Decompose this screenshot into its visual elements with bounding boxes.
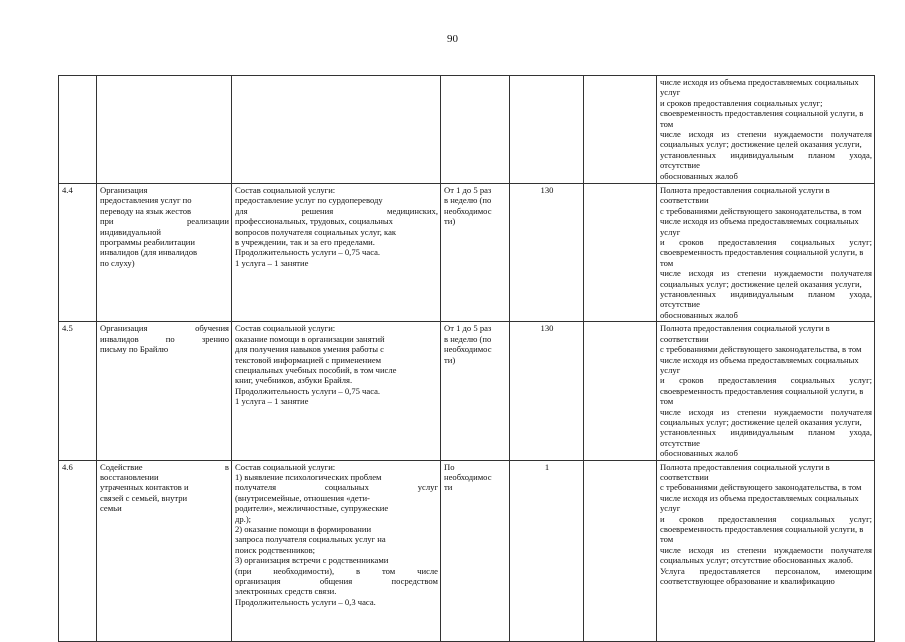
desc-line: профессиональных, трудовых, социальных xyxy=(235,216,393,227)
freq-line: в неделю (по xyxy=(444,195,492,206)
name-line: индивидуальной xyxy=(100,226,161,237)
freq-line: в неделю (по xyxy=(444,333,492,344)
desc-line: вопросов получателя социальных услуг, как xyxy=(235,226,397,237)
criteria-line: числе исходя из степени нуждаемости получателя xyxy=(660,268,872,279)
page-number: 90 xyxy=(447,33,458,45)
criteria-line: числе исходя из степени нуждаемости получателя xyxy=(660,544,872,555)
criteria-line: с требованиями действующего законодательства, в том xyxy=(660,205,862,216)
table-row xyxy=(59,184,875,322)
desc-line: родители», межличностные, супружеские xyxy=(235,503,389,514)
empty-cell xyxy=(584,322,657,460)
criteria-line: социальных услуг; достижение целей оказания услуги, xyxy=(660,139,862,150)
name-line: семьи xyxy=(100,503,122,514)
quality-criteria-cell xyxy=(657,322,875,460)
name-line: по слуху) xyxy=(100,257,135,268)
service-description-cell xyxy=(232,460,441,641)
desc-line: 1) выявление психологических проблем xyxy=(235,471,382,482)
service-name-cell xyxy=(97,76,232,184)
criteria-line: обоснованных жалоб xyxy=(660,170,738,181)
row-number-text: 4.4 xyxy=(62,185,73,195)
freq-line: От 1 до 5 раз xyxy=(444,185,492,195)
name-line: Организация обучения xyxy=(100,323,229,334)
desc-line: 1 услуга – 1 занятие xyxy=(235,257,309,268)
empty-cell xyxy=(584,460,657,641)
criteria-line: своевременность предоставления социальной услуги, в том xyxy=(660,108,864,129)
name-line: инвалидов по зрению xyxy=(100,333,229,344)
desc-line: Продолжительность услуги – 0,75 часа. xyxy=(235,247,381,258)
desc-line: электронных средств связи. xyxy=(235,586,337,597)
desc-line: для получения навыков умения работы с xyxy=(235,344,384,355)
criteria-line: числе исходя из степени нуждаемости получателя xyxy=(660,129,872,140)
criteria-line: и сроков предоставления социальных услуг; xyxy=(660,237,872,248)
frequency-cell xyxy=(441,76,510,184)
empty-cell xyxy=(584,184,657,322)
frequency-cell xyxy=(441,184,510,322)
row-number xyxy=(59,322,97,460)
desc-line: организация общения посредством xyxy=(235,576,438,587)
desc-line: оказание помощи в организации занятий xyxy=(235,333,385,344)
desc-line: 3) организация встречи с родственниками xyxy=(235,555,389,566)
criteria-line: установленных индивидуальным планом ухода, отсутствие xyxy=(660,427,872,448)
criteria-line: социальных услуг; отсутствие обоснованных жалоб. xyxy=(660,555,854,566)
desc-line: поиск родственников; xyxy=(235,544,316,555)
frequency-cell xyxy=(441,460,510,641)
row-number xyxy=(59,460,97,641)
criteria-line: Полнота предоставления социальной услуги в соответствии xyxy=(660,185,830,206)
quality-criteria-cell xyxy=(657,76,875,184)
criteria-line: числе исходя из степени нуждаемости получателя xyxy=(660,406,872,417)
desc-line: книг, учебников, азбуки Брайля. xyxy=(235,375,353,386)
name-line: Организация xyxy=(100,185,148,195)
name-line: переводу на язык жестов xyxy=(100,205,192,216)
criteria-line: Полнота предоставления социальной услуги в соответствии xyxy=(660,461,830,482)
row-number-text: 4.6 xyxy=(62,461,73,472)
table-row xyxy=(59,322,875,460)
desc-line: (при необходимости), в том числе xyxy=(235,565,438,576)
name-line: программы реабилитации xyxy=(100,237,195,248)
criteria-line: числе исходя из объема предоставляемых социальных услуг xyxy=(660,354,859,375)
desc-line: Состав социальной услуги: xyxy=(235,185,336,195)
name-line: Содействие в xyxy=(100,461,229,472)
desc-line: в учреждении, так и за его пределами. xyxy=(235,237,375,248)
freq-line: необходимос xyxy=(444,344,492,355)
service-name-cell xyxy=(97,184,232,322)
freq-line: необходимос xyxy=(444,471,492,482)
criteria-line: Полнота предоставления социальной услуги в соответствии xyxy=(660,323,830,344)
criteria-line: числе исходя из объема предоставляемых социальных услуг xyxy=(660,492,859,514)
name-line: связей с семьей, внутри xyxy=(100,492,188,503)
criteria-line: и сроков предоставления социальных услуг; xyxy=(660,97,823,108)
criteria-line: своевременность предоставления социальной услуги, в том xyxy=(660,385,864,407)
price-cell xyxy=(510,76,584,184)
price-text: 130 xyxy=(540,323,554,334)
freq-line: От 1 до 5 раз xyxy=(444,323,492,334)
criteria-line: соответствующее образование и квалификацию xyxy=(660,576,835,587)
criteria-line: установленных индивидуальным планом ухода, отсутствие xyxy=(660,289,872,310)
service-name-cell xyxy=(97,322,232,460)
freq-line: ти xyxy=(444,482,453,493)
desc-line: для решения медицинских, xyxy=(235,205,438,216)
service-description-cell xyxy=(232,184,441,322)
criteria-line: социальных услуг; достижение целей оказания услуги, xyxy=(660,416,862,427)
service-description-cell xyxy=(232,322,441,460)
criteria-line: социальных услуг; достижение целей оказания услуги, xyxy=(660,278,862,289)
desc-line: Продолжительность услуги – 0,3 часа. xyxy=(235,596,376,607)
name-line: письму по Брайлю xyxy=(100,344,169,355)
name-line: при реализации xyxy=(100,216,229,227)
criteria-line: и сроков предоставления социальных услуг; xyxy=(660,375,872,386)
criteria-line: установленных индивидуальным планом ухода, отсутствие xyxy=(660,149,872,171)
desc-line: Продолжительность услуги – 0,75 часа. xyxy=(235,385,381,396)
desc-line: Состав социальной услуги: xyxy=(235,323,336,334)
criteria-line: числе исходя из объема предоставляемых социальных услуг xyxy=(660,216,859,237)
freq-line: По xyxy=(444,461,455,472)
criteria-line: Услуга предоставляется персоналом, имеющим xyxy=(660,565,872,576)
price-text: 130 xyxy=(540,185,554,195)
empty-cell xyxy=(584,76,657,184)
name-line: утраченных контактов и xyxy=(100,482,189,493)
name-line: предоставления услуг по xyxy=(100,195,192,206)
criteria-line: и сроков предоставления социальных услуг; xyxy=(660,513,872,524)
table-row xyxy=(59,460,875,641)
service-name-cell xyxy=(97,460,232,641)
row-number-text: 4.5 xyxy=(62,323,73,334)
desc-line: предоставление услуг по сурдопереводу xyxy=(235,195,383,206)
price-cell xyxy=(510,460,584,641)
frequency-cell xyxy=(441,322,510,460)
criteria-line: числе исходя из объема предоставляемых социальных услуг xyxy=(660,77,859,98)
row-number xyxy=(59,184,97,322)
criteria-line: своевременность предоставления социальной услуги, в том xyxy=(660,524,864,545)
desc-line: 1 услуга – 1 занятие xyxy=(235,396,309,407)
desc-line: 2) оказание помощи в формировании xyxy=(235,524,372,534)
quality-criteria-cell xyxy=(657,460,875,641)
name-line: восстановлении xyxy=(100,471,159,482)
price-text: 1 xyxy=(544,461,550,472)
criteria-line: обоснованных жалоб xyxy=(660,448,738,459)
criteria-line: своевременность предоставления социальной услуги, в том xyxy=(660,247,864,268)
criteria-line: обоснованных жалоб xyxy=(660,309,738,320)
freq-line: ти) xyxy=(444,216,456,227)
freq-line: ти) xyxy=(444,354,456,365)
service-description-cell xyxy=(232,76,441,184)
criteria-line: с требованиями действующего законодательства, в том xyxy=(660,482,862,493)
price-cell xyxy=(510,322,584,460)
services-table xyxy=(58,75,875,642)
row-number xyxy=(59,76,97,184)
freq-line: необходимос xyxy=(444,205,492,216)
criteria-line: с требованиями действующего законодательства, в том xyxy=(660,344,862,355)
name-line: инвалидов (для инвалидов xyxy=(100,247,198,258)
desc-line: др.); xyxy=(235,513,252,524)
desc-line: получателя социальных услуг xyxy=(235,482,438,493)
desc-line: запроса получателя социальных услуг на xyxy=(235,534,386,545)
desc-line: Состав социальной услуги: xyxy=(235,461,336,472)
table-row xyxy=(59,76,875,184)
price-cell xyxy=(510,184,584,322)
desc-line: специальных учебных пособий, в том числе xyxy=(235,364,397,375)
desc-line: (внутрисемейные, отношения «дети- xyxy=(235,492,370,503)
quality-criteria-cell xyxy=(657,184,875,322)
desc-line: текстовой информацией с применением xyxy=(235,354,382,365)
